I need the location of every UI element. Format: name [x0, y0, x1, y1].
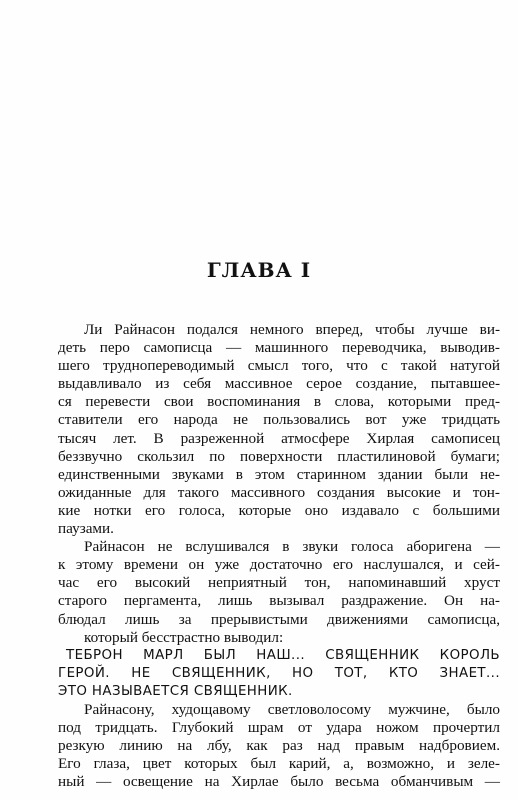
text-line: Райнасону, худощавому светловолосому мужчине, было: [84, 700, 500, 718]
text-line: час его высокий неприятный тон, напоминавший хруст: [58, 574, 500, 592]
text-line: ся перевести свои воспоминания в слова, которыми пред-: [58, 393, 500, 411]
text-line: тысяч лет. В разреженной атмосфере Хирлая самописец: [58, 429, 500, 447]
text-line: ставители его народа не пользовались вот уже тридцать: [58, 411, 500, 429]
text-line: ный — освещение на Хирлае было весьма обманчивым —: [58, 773, 500, 791]
telegram-line: ЭТО НАЗЫВАЕТСЯ СВЯЩЕННИК.: [58, 683, 293, 699]
text-line: Райнасон не вслушивался в звуки голоса аборигена —: [84, 538, 500, 556]
text-line: выдавливало из себя массивное серое создание, пытавшее-: [58, 375, 500, 393]
chapter-body: [58, 321, 500, 791]
text-line: блюдал лишь за прерывистыми движениями самописца,: [58, 610, 500, 628]
chapter-title: ГЛАВА I: [206, 258, 312, 282]
text-line: который бесстрастно выводил:: [84, 628, 284, 646]
text-line: беззвучно скользил по поверхности пластилиновой бумаги;: [58, 447, 500, 465]
text-line: ожиданные для такого массивного создания высокие и тон-: [58, 483, 500, 501]
telegram-line: ТЕБРОН МАРЛ БЫЛ НАШ... СВЯЩЕННИК КОРОЛЬ: [66, 647, 500, 663]
text-line: кие нотки его голоса, которые оно издавало с большими: [58, 501, 500, 519]
text-line: резкую линию на лбу, как раз над правым надбровием.: [58, 737, 500, 755]
text-line: под тридцать. Глубокий шрам от удара ножом прочертил: [58, 719, 500, 737]
text-line: паузами.: [58, 520, 114, 538]
text-line: старого пергамента, лишь вызывал раздражение. Он на-: [58, 592, 500, 610]
text-line: Ли Райнасон подался немного вперед, чтобы лучше ви-: [84, 321, 500, 338]
telegram-line: ГЕРОЙ. НЕ СВЯЩЕННИК, НО ТОТ, КТО ЗНАЕТ...: [58, 665, 500, 681]
text-line: к этому времени он уже достаточно его наслушался, и сей-: [58, 556, 500, 574]
text-line: деть перо самописца — машинного переводчика, выводив-: [58, 339, 500, 357]
text-line: шего труднопереводимый смысл того, что с такой натугой: [58, 357, 500, 375]
text-line: единственными звуками в этом старинном здании были не-: [58, 465, 500, 483]
text-line: Его глаза, цвет которых был карий, а, возможно, и зеле-: [58, 755, 500, 773]
